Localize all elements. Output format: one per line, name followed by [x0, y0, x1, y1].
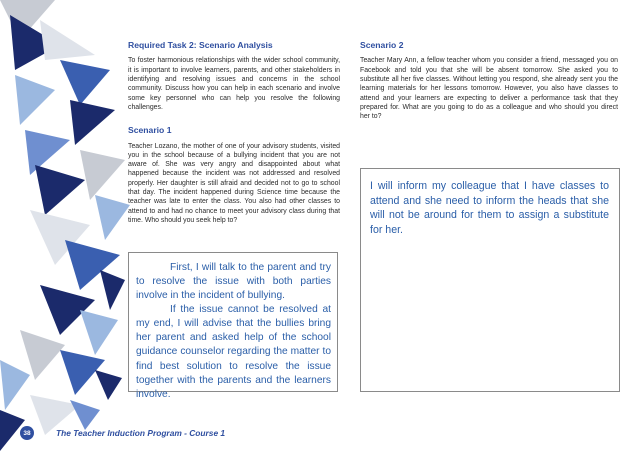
triangle-decoration	[0, 0, 140, 451]
task-text: To foster harmonious relationships with the wider school community, it is important to involve learners, parents, and other stakeholders in identifying and resolving issues and concerns in the school community. Discuss how you can help in each scenario and involve some key personnel who can help you resolve the following challenges.	[128, 57, 340, 111]
task-heading: Required Task 2: Scenario Analysis	[128, 40, 273, 50]
scenario-2-text: Teacher Mary Ann, a fellow teacher whom you consider a friend, messaged you on Facebook and told you that she will be absent tomorrow. She asked you to substitute all her five classes. Without letting you respond, she already sent you the learning materials for her lessons tomorrow. However, you also have classes to attend and your learners are expecting to deliver a performance task that they prepared for. What are you going to do as a colleague and who should you direct her to?	[360, 57, 618, 121]
scenario-1-text: Teacher Lozano, the mother of one of your advisory students, visited you in the school because of a bullying incident that you are not aware of. She was very angry and disappointed about what happened because the incident was not addressed and resolved properly. Her daughter is still afraid and decided not to go to school that day. The incident happened during Science time because the teacher was late to enter the class. You also had other classes to attend to and had no chance to meet your advisory class during that time. Who should you seek help to?	[128, 142, 340, 224]
scenario-1-answer-p2: If the issue cannot be resolved at my end, I will advise that the bullies bring her parent and asked help of the school guidance counselor regarding the matter to find best solution to resolve the issue together with the parents and the learners involve.	[136, 304, 331, 400]
scenario-2-answer-box	[360, 168, 620, 392]
scenario-1-answer-p1: First, I will talk to the parent and try to resolve the issue with both parties involve in the incident of bullying.	[136, 262, 331, 302]
scenario-1-answer-box	[128, 252, 338, 400]
page-number: 38	[20, 426, 34, 440]
scenario-2-answer: I will inform my colleague that I have classes to attend and she need to inform the heads that she will not be around for them to assign a substitute for her.	[370, 180, 609, 236]
scenario-1-heading: Scenario 1	[128, 125, 172, 136]
scenario-2-heading: Scenario 2	[360, 40, 404, 50]
footer	[20, 425, 225, 441]
footer-title: The Teacher Induction Program - Course 1	[56, 428, 226, 438]
left-column	[128, 40, 340, 225]
right-column	[360, 40, 618, 122]
